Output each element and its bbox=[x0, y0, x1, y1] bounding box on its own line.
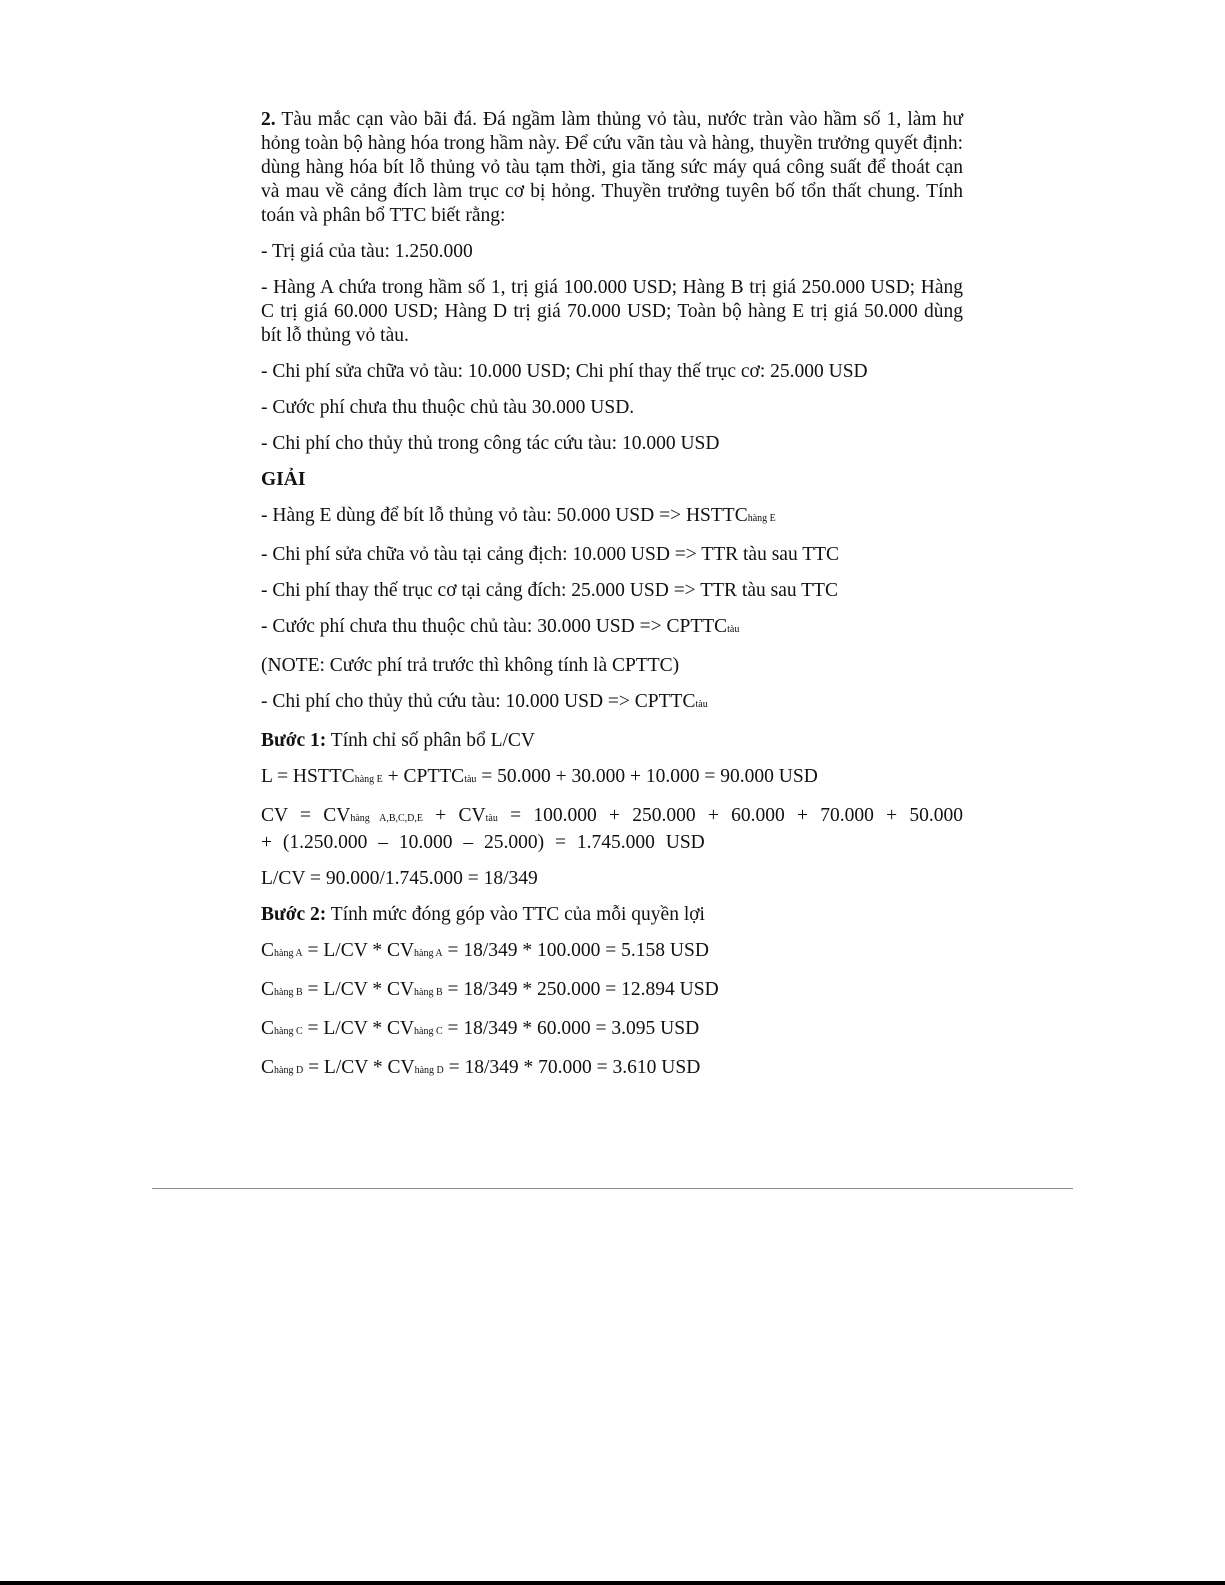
step1-cv-formula: CV = CVhàng A,B,C,D,E + CVtàu = 100.000 + 250.000 + 60.000 + 70.000 + 50.000 + (1.250.000 – 10.000 – 25.000) = 1.745.000 USD bbox=[261, 805, 964, 853]
solution-line-shaft-replace: - Chi phí thay thế trục cơ tại cảng đích: 25.000 USD => TTR tàu sau TTC bbox=[261, 580, 838, 601]
solution-note: (NOTE: Cước phí trả trước thì không tính là CPTTC) bbox=[261, 655, 680, 676]
contribution-row: Chàng C = L/CV * CVhàng C = 18/349 * 60.000 = 3.095 USD bbox=[261, 1018, 700, 1039]
document-body bbox=[261, 108, 963, 1083]
given-repair-costs: - Chi phí sửa chữa vỏ tàu: 10.000 USD; Chi phí thay thế trục cơ: 25.000 USD bbox=[261, 361, 868, 382]
problem-number: 2. bbox=[261, 109, 276, 130]
contribution-row: Chàng A = L/CV * CVhàng A = 18/349 * 100.000 = 5.158 USD bbox=[261, 940, 709, 961]
solution-line-hull-repair: - Chi phí sửa chữa vỏ tàu tại cảng địch: 10.000 USD => TTR tàu sau TTC bbox=[261, 544, 840, 565]
problem-text: Tàu mắc cạn vào bãi đá. Đá ngầm làm thủng vỏ tàu, nước tràn vào hầm số 1, làm hư hỏng toàn bộ hàng hóa trong hầm này. Để cứu vãn tàu và hàng, thuyền trưởng quyết định: dùng hàng hóa bít lỗ thủng vỏ tàu tạm thời, gia tăng sức máy quá công suất để thoát cạn và mau về cảng đích làm trục cơ bị hỏng. Thuyền trưởng tuyên bố tổn thất chung. Tính toán và phân bổ TTC biết rằng: bbox=[261, 109, 963, 226]
page-divider bbox=[152, 1188, 1073, 1189]
contribution-row: Chàng D = L/CV * CVhàng D = 18/349 * 70.000 = 3.610 USD bbox=[261, 1057, 701, 1078]
given-cargo-values: - Hàng A chứa trong hầm số 1, trị giá 100.000 USD; Hàng B trị giá 250.000 USD; Hàng C trị giá 60.000 USD; Hàng D trị giá 70.000 USD; Toàn bộ hàng E trị giá 50.000 dùng bít lỗ thủng vỏ tàu. bbox=[261, 277, 963, 346]
solution-line-crew: - Chi phí cho thủy thủ cứu tàu: 10.000 USD => CPTTCtàu bbox=[261, 691, 708, 712]
solution-heading: GIẢI bbox=[261, 469, 306, 490]
problem-paragraph bbox=[261, 108, 963, 228]
step1-l-formula: L = HSTTChàng E + CPTTCtàu = 50.000 + 30.000 + 10.000 = 90.000 USD bbox=[261, 766, 818, 787]
contribution-row: Chàng B = L/CV * CVhàng B = 18/349 * 250.000 = 12.894 USD bbox=[261, 979, 719, 1000]
step2-heading: Bước 2: Tính mức đóng góp vào TTC của mỗi quyền lợi bbox=[261, 904, 705, 925]
step1-heading: Bước 1: Tính chỉ số phân bổ L/CV bbox=[261, 730, 535, 751]
solution-line-cargo-e: - Hàng E dùng để bít lỗ thủng vỏ tàu: 50.000 USD => HSTTChàng E bbox=[261, 505, 776, 526]
step1-ratio: L/CV = 90.000/1.745.000 = 18/349 bbox=[261, 868, 538, 889]
given-freight: - Cước phí chưa thu thuộc chủ tàu 30.000 USD. bbox=[261, 397, 635, 418]
given-ship-value: - Trị giá của tàu: 1.250.000 bbox=[261, 241, 473, 262]
bottom-border bbox=[0, 1581, 1225, 1585]
solution-line-freight: - Cước phí chưa thu thuộc chủ tàu: 30.000 USD => CPTTCtàu bbox=[261, 616, 740, 637]
given-crew-cost: - Chi phí cho thủy thủ trong công tác cứu tàu: 10.000 USD bbox=[261, 433, 720, 454]
